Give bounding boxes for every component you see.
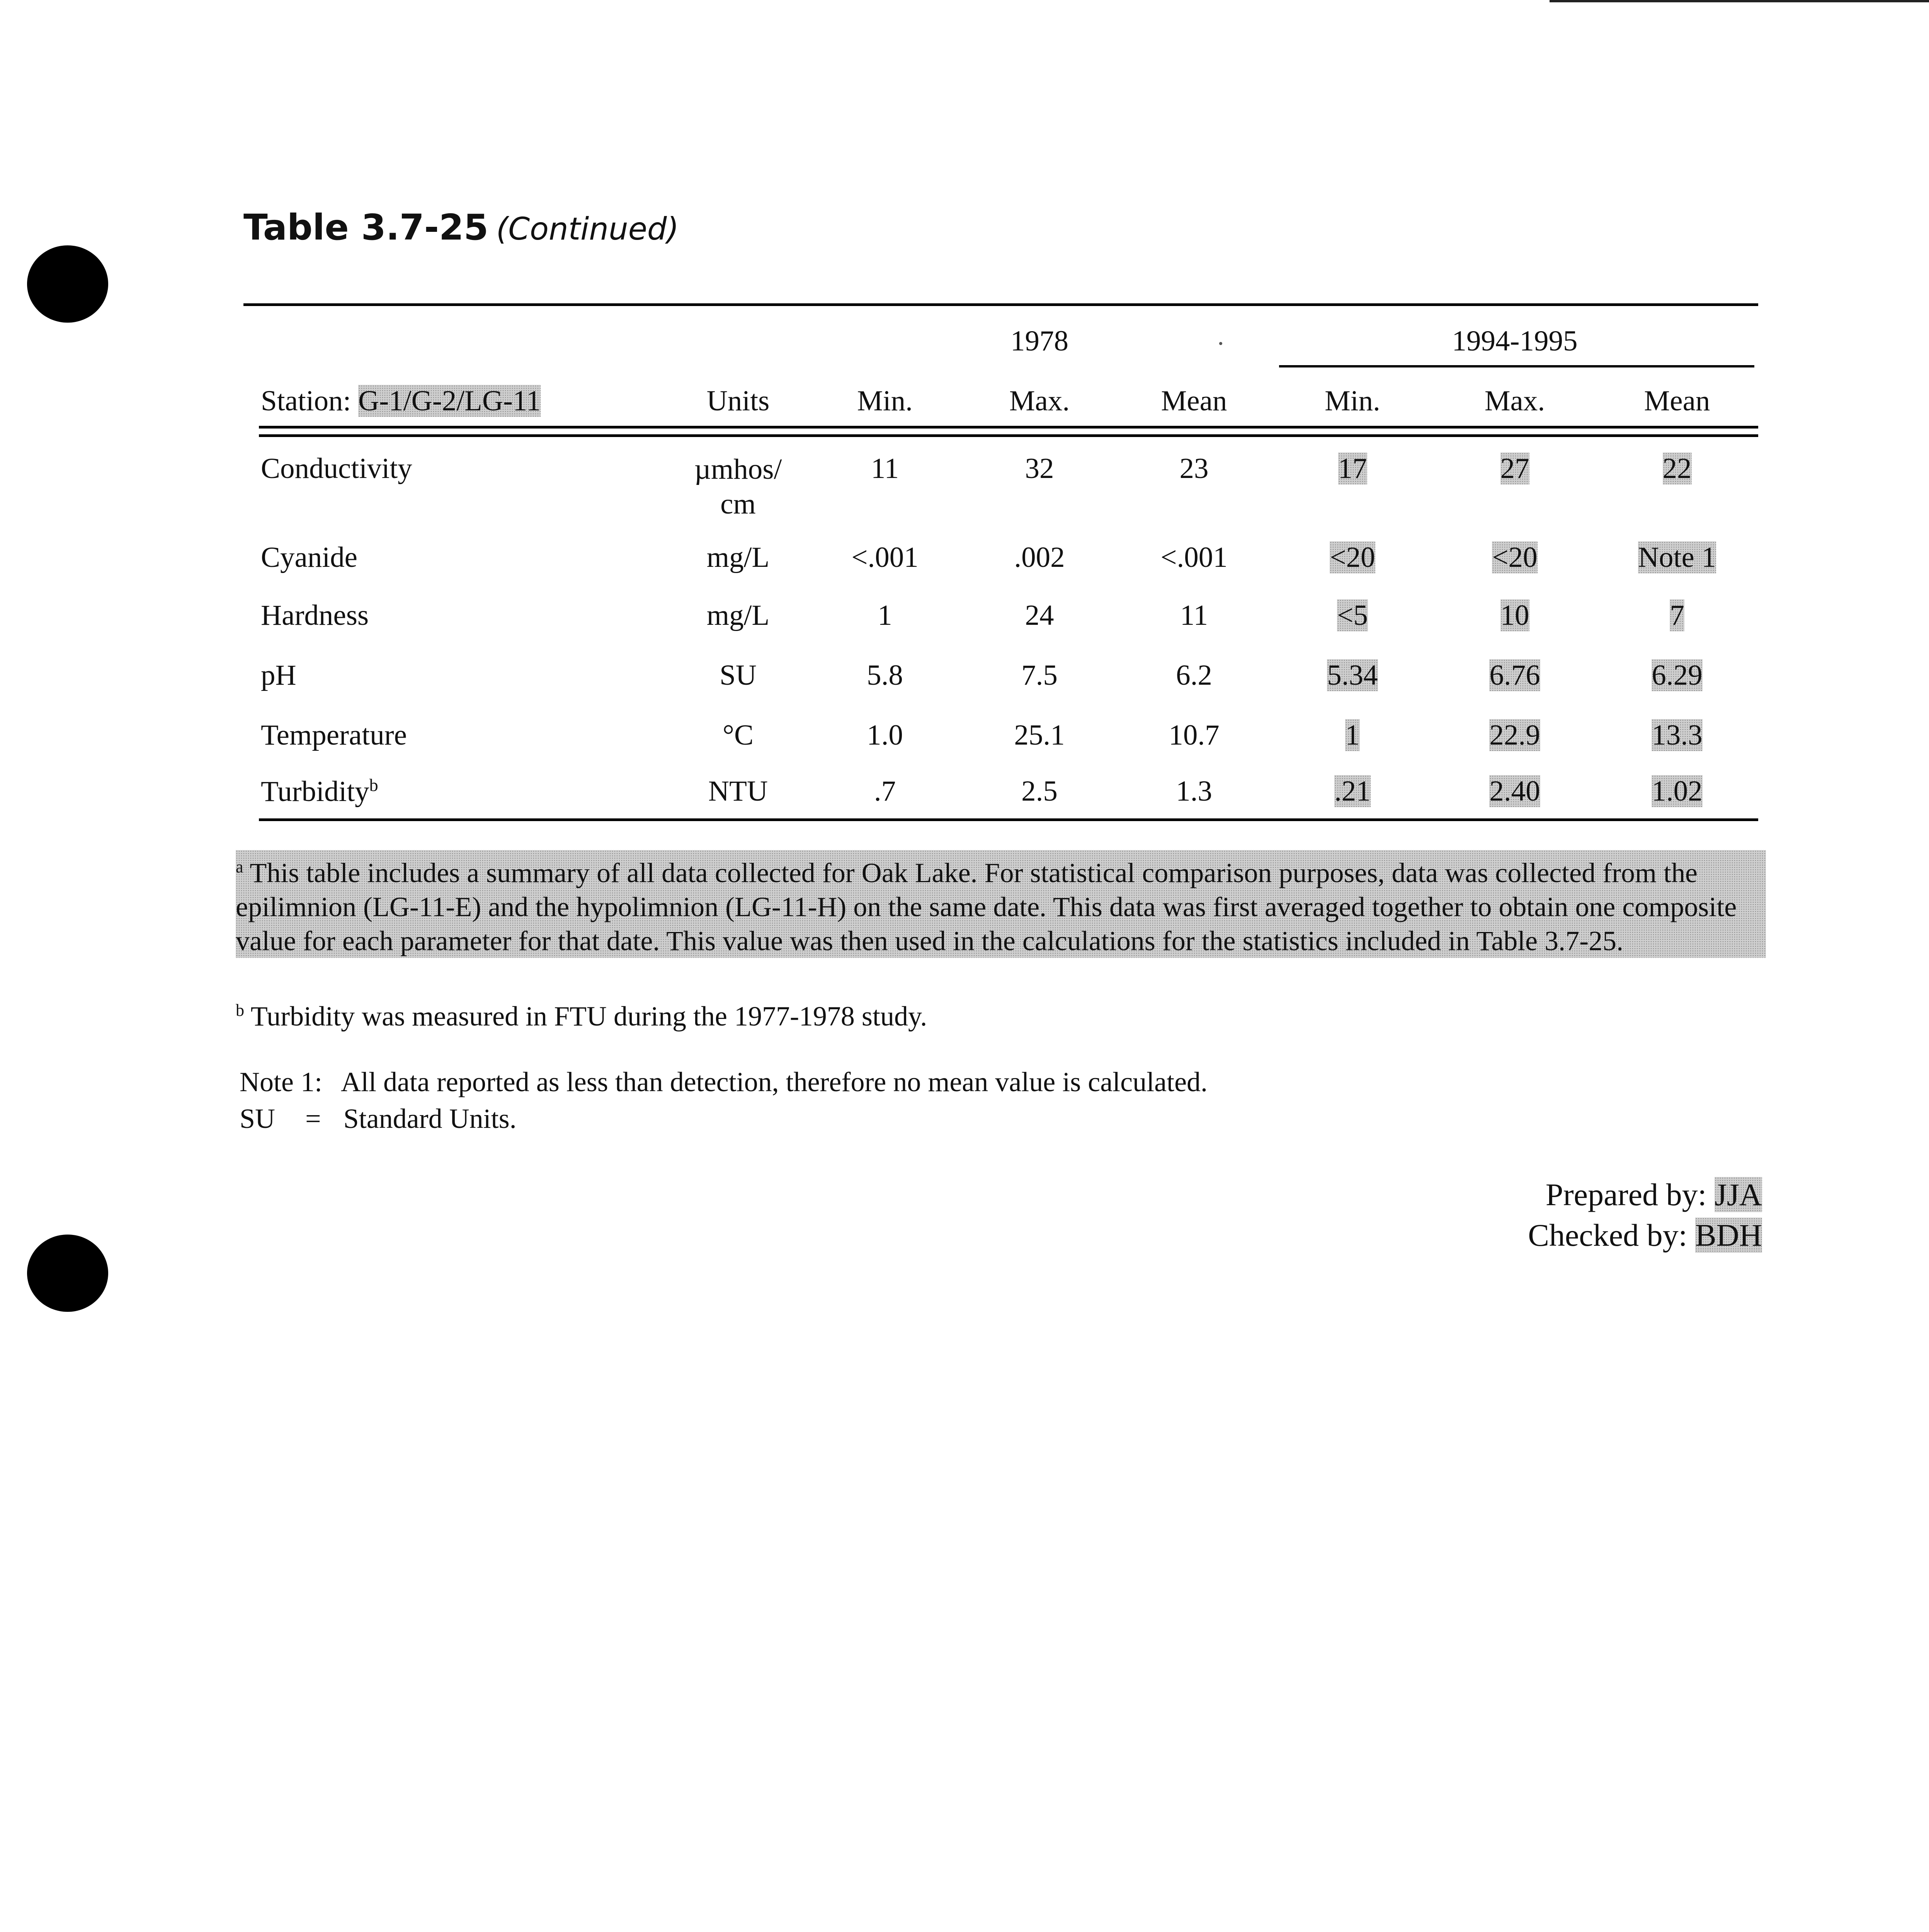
row-1978-min: 1: [878, 599, 892, 631]
period-header-1994-1995-text: 1994-1995: [1452, 325, 1578, 357]
row-1994-mean-value: 7: [1670, 599, 1684, 631]
row-1994-min-value: 5.34: [1327, 659, 1378, 691]
header-dot: [1219, 342, 1222, 345]
row-1978-mean: 11: [1180, 599, 1208, 631]
su-text: Standard Units.: [343, 1103, 517, 1134]
row-unit: mg/L: [706, 599, 770, 631]
station-value: G-1/G-2/LG-11: [358, 385, 541, 417]
row-1978-min: 1.0: [867, 719, 903, 751]
row-1994-mean-value: 13.3: [1652, 719, 1703, 751]
row-1978-max: 7.5: [1021, 659, 1058, 691]
row-1994-min: [1271, 541, 1434, 574]
row-unit-line1: µmhos/: [694, 453, 782, 485]
checked-by-value: BDH: [1695, 1218, 1762, 1253]
row-param: Cyanide: [261, 541, 357, 573]
prepared-by-label: Prepared by:: [1545, 1177, 1707, 1212]
row-1978-max: 32: [1025, 452, 1054, 485]
row-1978-max: 24: [1025, 599, 1054, 631]
header-1994-min: Min.: [1325, 385, 1380, 417]
row-param-text: Turbidity: [261, 776, 369, 808]
row-1978-min: <.001: [851, 541, 919, 573]
row-1994-max: [1434, 541, 1596, 574]
period-header-1978: 1978: [1010, 325, 1068, 357]
row-unit: [680, 452, 796, 522]
row-1994-max-value: <20: [1492, 541, 1538, 573]
row-1994-mean: [1596, 775, 1758, 808]
row-1978-mean: 23: [1179, 452, 1209, 485]
header-1994-mean: Mean: [1644, 385, 1710, 417]
footnote-a: [236, 850, 1766, 958]
row-1978-min: 11: [871, 452, 899, 485]
row-1978-max: .002: [1014, 541, 1065, 573]
row-1994-min-value: <20: [1330, 541, 1375, 573]
row-1994-mean: [1596, 452, 1758, 485]
row-unit: NTU: [708, 775, 768, 807]
punch-hole-middle: [27, 1235, 108, 1312]
header-1978-min: Min.: [857, 385, 913, 417]
row-1994-mean-value: 22: [1662, 452, 1692, 485]
row-unit: mg/L: [706, 541, 770, 573]
footnote-b-mark: b: [236, 1001, 244, 1020]
row-1994-max-value: 10: [1500, 599, 1529, 631]
row-1994-mean-value: Note 1: [1638, 541, 1716, 573]
punch-hole-top: [27, 245, 108, 323]
note-1: [240, 1065, 1208, 1099]
row-param: Temperature: [261, 719, 407, 751]
station-label: Station:: [261, 385, 351, 417]
row-1994-max-value: 27: [1500, 452, 1529, 485]
row-1994-mean-value: 6.29: [1652, 659, 1703, 691]
row-1994-mean: [1596, 599, 1758, 632]
row-1994-max: [1434, 659, 1596, 692]
row-1994-min: [1271, 659, 1434, 692]
row-1994-max: [1434, 599, 1596, 632]
table-title-main: Table 3.7-25: [243, 207, 488, 248]
checked-by: [1198, 1217, 1762, 1253]
prepared-by: [1198, 1177, 1762, 1213]
table-title-continued: (Continued): [496, 211, 679, 247]
su-definition: [240, 1101, 517, 1136]
row-1978-min: 5.8: [867, 659, 903, 691]
footnote-a-mark: a: [236, 857, 243, 876]
row-param: pH: [261, 659, 296, 691]
row-1994-mean-value: 1.02: [1652, 775, 1703, 807]
row-1994-mean: [1596, 541, 1758, 574]
row-1994-max: [1434, 452, 1596, 485]
row-1994-min-value: <5: [1337, 599, 1368, 631]
row-1994-max-value: 22.9: [1489, 719, 1540, 751]
footnote-b: [236, 993, 927, 1034]
header-double-rule-1: [259, 426, 1758, 429]
prepared-by-value: JJA: [1714, 1177, 1762, 1212]
row-1994-min: [1271, 719, 1434, 752]
su-equals: =: [305, 1103, 321, 1134]
header-1978-mean: Mean: [1161, 385, 1227, 417]
row-1994-mean: [1596, 659, 1758, 692]
note-1-text: All data reported as less than detection, therefore no mean value is calculated.: [340, 1066, 1208, 1097]
row-param: [261, 775, 378, 808]
checked-by-label: Checked by:: [1528, 1218, 1687, 1253]
row-param: Conductivity: [261, 452, 412, 485]
row-unit: SU: [720, 659, 757, 691]
period-header-1994-1995: [1414, 325, 1615, 358]
header-1978-max: Max.: [1009, 385, 1070, 417]
row-1978-mean: 6.2: [1176, 659, 1212, 691]
row-1994-max-value: 2.40: [1489, 775, 1540, 807]
row-unit: °C: [722, 719, 754, 751]
row-1978-mean: 10.7: [1169, 719, 1220, 751]
footnote-a-text: This table includes a summary of all data collected for Oak Lake. For statistical comparison purposes, data was collected from the epilimnion (LG-11-E) and the hypolimnion (LG-11-H) on the same date. This data was first averaged together to obtain one composite value for each parameter for that date. This value was then used in the calculations for the statistics included in Table 3.7-25.: [236, 857, 1737, 956]
row-1994-min-value: .21: [1334, 775, 1371, 807]
table-top-rule: [243, 303, 1758, 306]
row-1978-mean: 1.3: [1176, 775, 1212, 807]
row-1978-min: .7: [874, 775, 896, 807]
period-1994-underline: [1279, 365, 1754, 367]
row-1978-max: 2.5: [1021, 775, 1058, 807]
row-1978-max: 25.1: [1014, 719, 1065, 751]
table-title: [243, 207, 679, 248]
table-bottom-rule: [259, 818, 1758, 821]
row-1994-max: [1434, 719, 1596, 752]
row-param: Hardness: [261, 599, 369, 631]
station-header: [261, 384, 541, 418]
note-1-label: Note 1:: [240, 1066, 322, 1097]
footnote-b-ref: b: [369, 775, 378, 795]
row-1978-mean: <.001: [1160, 541, 1228, 573]
row-1994-mean: [1596, 719, 1758, 752]
row-1994-min-value: 17: [1338, 452, 1367, 485]
row-1994-min: [1271, 452, 1434, 485]
row-1994-min-value: 1: [1345, 719, 1360, 751]
header-double-rule-2: [259, 434, 1758, 437]
row-1994-min: [1271, 775, 1434, 808]
header-1994-max: Max.: [1484, 385, 1545, 417]
top-edge-rule: [1550, 0, 1929, 2]
row-1994-max: [1434, 775, 1596, 808]
footnote-b-text: Turbidity was measured in FTU during the 1977-1978 study.: [250, 1001, 927, 1032]
row-unit-line2: cm: [720, 488, 756, 520]
units-header: Units: [706, 385, 770, 417]
row-1994-max-value: 6.76: [1489, 659, 1540, 691]
su-label: SU: [240, 1103, 276, 1134]
row-1994-min: [1271, 599, 1434, 632]
